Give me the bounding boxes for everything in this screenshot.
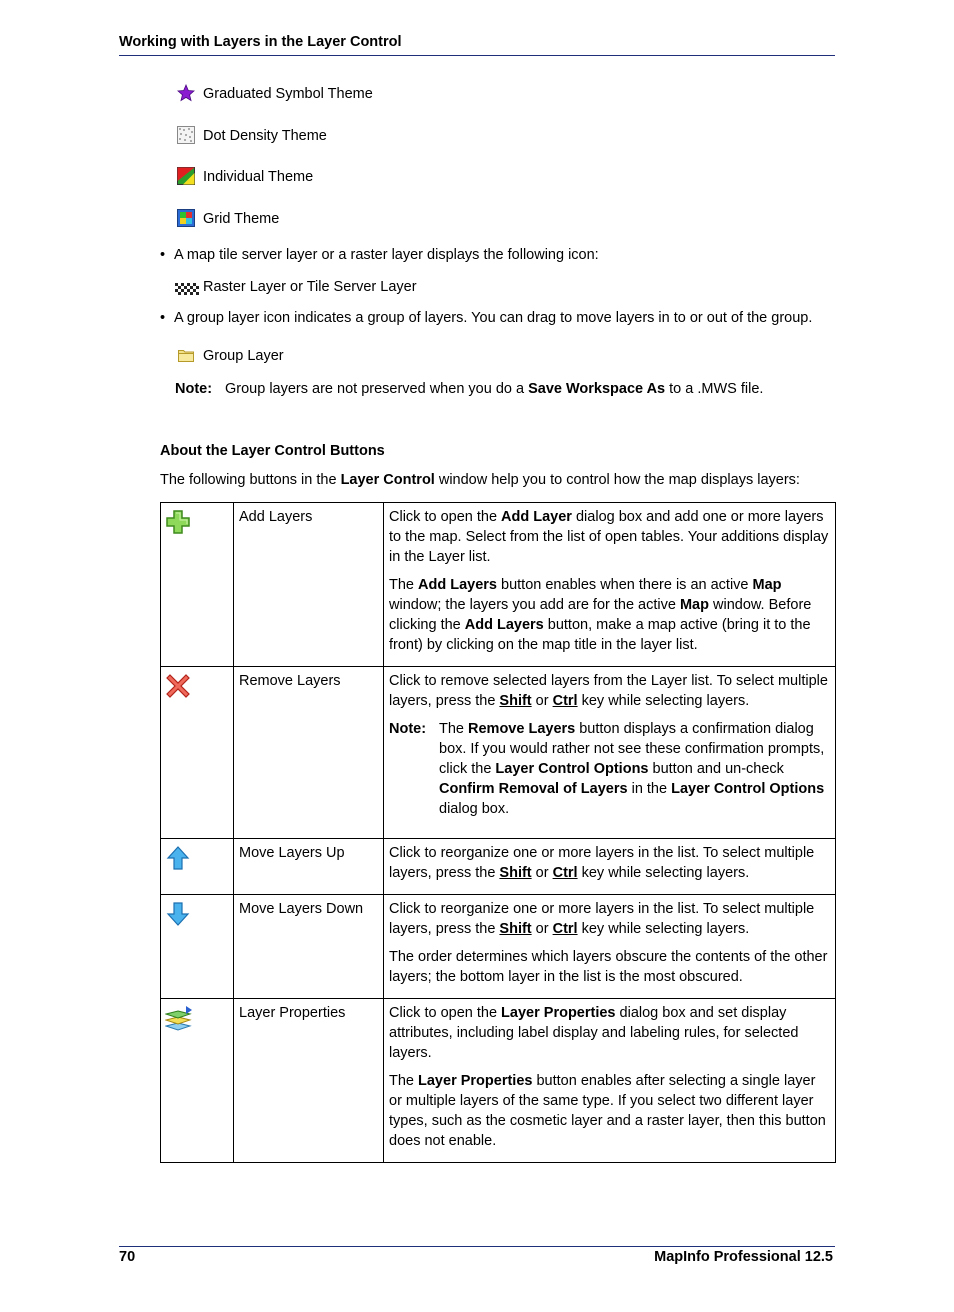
product-name: MapInfo Professional 12.5 — [654, 1249, 833, 1265]
table-row-add-layers — [161, 503, 836, 667]
icon-cell — [161, 839, 234, 895]
bullet-raster: • A map tile server layer or a raster layer displays the following icon: — [160, 247, 599, 263]
icon-cell — [161, 667, 234, 839]
bullet-text: A group layer icon indicates a group of layers. You can drag to move layers in to or out of the group. — [174, 310, 813, 326]
theme-label: Grid Theme — [203, 211, 280, 227]
individual-theme-icon — [177, 167, 195, 185]
button-description: Click to reorganize one or more layers in the list. To select multiple layers, press the Shift or Ctrl key while selecting layers. The order determines which layers obscure the contents of the other layers; the bottom layer in the list is the most obscured. — [384, 895, 836, 999]
page-header-title: Working with Layers in the Layer Control — [119, 34, 402, 50]
remove-note: Note: The Remove Layers button displays a confirmation dialog box. If you would rather not see these confirmation prompts, click the Layer Control Options button and un-check Confirm Removal of Layers in the Layer Control Options dialog box. — [389, 721, 825, 817]
section-heading: About the Layer Control Buttons — [160, 443, 385, 459]
button-name: Move Layers Up — [234, 839, 384, 895]
icon-cell — [161, 895, 234, 999]
footer-rule — [119, 1246, 835, 1247]
theme-item-individual — [177, 167, 313, 185]
theme-label: Graduated Symbol Theme — [203, 86, 373, 102]
header-rule — [119, 55, 835, 56]
note-group-layers — [175, 381, 763, 397]
button-description: Click to open the Add Layer dialog box and add one or more layers to the map. Select from the list of open tables. Your additions display in the Layer list. The Add Layers button enables when there is an active Map window; the layers you add are for the active Map window. Before clicking the Add Layers button, make a map active (bring it to the front) by clicking on the map title in the layer list. — [384, 503, 836, 667]
checkerboard-icon — [175, 283, 199, 295]
theme-item-dot-density — [177, 126, 327, 144]
button-description: Click to reorganize one or more layers in the list. To select multiple layers, press the Shift or Ctrl key while selecting layers. — [384, 839, 836, 895]
folder-icon — [177, 346, 195, 364]
bullet-group: • A group layer icon indicates a group of layers. You can drag to move layers in to or out of the group. — [160, 310, 813, 326]
arrow-down-icon[interactable] — [165, 901, 191, 927]
page-number: 70 — [119, 1249, 136, 1265]
raster-layer-label: Raster Layer or Tile Server Layer — [203, 279, 417, 295]
table-row-layer-properties — [161, 999, 836, 1163]
theme-item-grid — [177, 209, 279, 227]
remove-layers-icon[interactable] — [165, 673, 191, 699]
grid-theme-icon — [177, 209, 195, 227]
table-row-move-down — [161, 895, 836, 999]
star-icon — [177, 84, 195, 102]
theme-item-graduated — [177, 84, 373, 102]
add-layers-icon[interactable] — [165, 509, 191, 535]
note-label: Note: — [175, 381, 213, 397]
theme-label: Individual Theme — [203, 169, 314, 185]
button-description: Click to remove selected layers from the Layer list. To select multiple layers, press the Shift or Ctrl key while selecting layers. Note: The Remove Layers button displays a confirmation dialog box. If you would rather not see these confirmation prompts, click the Layer Control Options button and un-check Confirm Removal of Layers in the Layer Control Options dialog box. — [384, 667, 836, 839]
bullet-text: A map tile server layer or a raster layer displays the following icon: — [174, 247, 599, 263]
table-row-remove-layers — [161, 667, 836, 839]
button-description: Click to open the Layer Properties dialog box and set display attributes, including label display and labeling rules, for selected layers. The Layer Properties button enables after selecting a single layer or multiple layers of the same type. If you select two different layer types, such as the cosmetic layer and a raster layer, then this button does not enable. — [384, 999, 836, 1163]
button-name: Move Layers Down — [234, 895, 384, 999]
icon-cell — [161, 503, 234, 667]
button-name: Layer Properties — [234, 999, 384, 1163]
layer-control-buttons-table — [160, 502, 836, 1163]
note-text: Group layers are not preserved when you do a Save Workspace As to a .MWS file. — [225, 381, 764, 397]
button-name: Remove Layers — [234, 667, 384, 839]
section-intro: The following buttons in the Layer Control window help you to control how the map displays layers: — [160, 472, 800, 488]
dot-density-icon — [177, 126, 195, 144]
arrow-up-icon[interactable] — [165, 845, 191, 871]
group-layer-item — [177, 346, 284, 364]
raster-layer-item — [175, 279, 417, 295]
icon-cell — [161, 999, 234, 1163]
theme-label: Dot Density Theme — [203, 128, 327, 144]
layer-properties-icon[interactable] — [165, 1005, 193, 1033]
table-row-move-up — [161, 839, 836, 895]
group-layer-label: Group Layer — [203, 348, 284, 364]
button-name: Add Layers — [234, 503, 384, 667]
